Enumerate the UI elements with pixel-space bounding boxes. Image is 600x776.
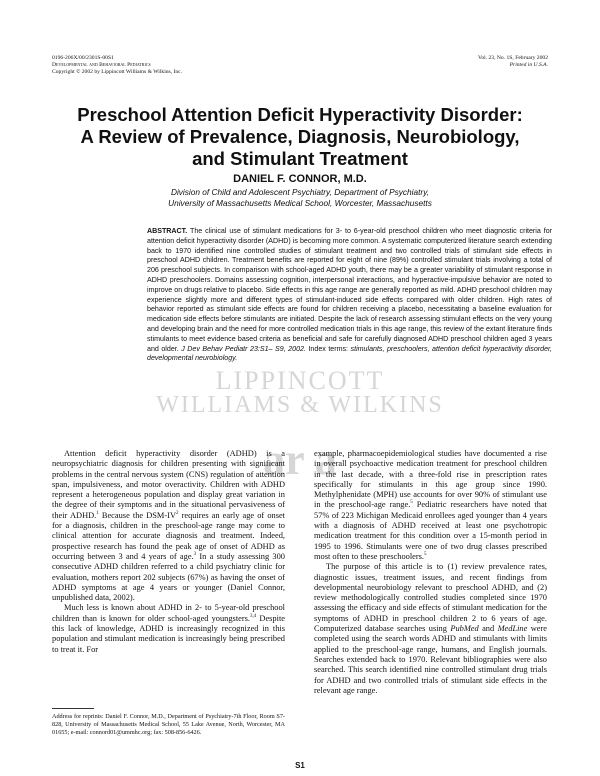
database-name: PubMed [450,624,479,634]
title-line: A Review of Prevalence, Diagnosis, Neurobiology, [80,126,520,147]
issn-code: 0196-206X/00/2301S-00S1 [52,55,114,61]
body-text: Pediatric researchers have noted that 57% of 223 Michigan Medicaid enrollees aged younger than 4 years with a diagnosis of ADHD received at least one psychotropic medication treatment for this condition over a 15-month period in 1995 to 1996. Stimulants were one of two drug classes prescribed most often to these preschoolers. [314,500,547,561]
author-affiliation [40,187,560,209]
affiliation-line: University of Massachusetts Medical School, Worcester, Massachusetts [168,198,432,208]
affiliation-line: Division of Child and Adolescent Psychiatry, Department of Psychiatry, [170,187,430,197]
body-paragraph [52,449,285,603]
index-terms-label: Index terms: [308,344,349,353]
journal-name: Developmental and Behavioral Pediatrics [52,62,151,68]
reference-marker: 3 [193,552,197,558]
body-text: Attention deficit hyperactivity disorder (ADHD) is a neuropsychiatric diagnosis for children presenting with significant problems in the central nervous system (CNS) regulation of attention span, impulsiveness, and motor overactivity. Children with ADHD represent a heterogeneous population and display great variation in the degree of their symptoms and in the situational pervasiveness of their ADHD. [52,449,285,520]
abstract [147,227,552,364]
reprint-footnote: Address for reprints: Daniel F. Connor, M.D., Department of Psychiatry-7th Floor, Room S7-828, University of Massachusetts Medical School, 55 Lake Avenue, North, Worcester, MA 01655; e-mail: connord01@ummhc.org; fax: 508-856-6426. [52,713,285,736]
abstract-text: The clinical use of stimulant medications for 3- to 6-year-old preschool children who meet diagnostic criteria for attention deficit hyperactivity disorder (ADHD) is becoming more common. A systematic computerized literature search extending back to 1970 identified nine controlled studies of stimulant treatment and two controlled trials of stimulant side effects in preschool ADHD children. Treatment benefits are reported for eight of nine (89%) controlled stimulant trials involving a total of 206 preschool subjects. In comparison with school-aged ADHD youth, there may be a greater variability of stimulant response in ADHD preschoolers. Domains assessing cognition, interpersonal interactions, and hyperactive-impulsive behavior are noted to improve on drugs relative to placebo. Side effects in this age range are generally reported as mild. ADHD preschool children may experience slightly more and different types of stimulant-induced side effects compared with older children. High rates of behavior reported as stimulant side effects are found for children receiving a placebo, necessitating a baseline evaluation for medication side effects before stimulants are initiated. Despite the lack of research assessing stimulant effects on the very young and developing brain and the need for more controlled medication trials in this age range, this review of the extant literature finds stimulants to meet evidence based criteria as beneficial and safe for carefully diagnosed ADHD preschool children aged 3 years and older. [147,227,553,353]
printed-in: Printed in U.S.A. [509,62,548,68]
article-title [40,104,560,170]
reference-marker: 5 [410,500,413,506]
body-text: The purpose of this article is to (1) review prevalence rates, diagnostic issues, treatment issues, and recent findings from developmental neurobiology relevant to preschool ADHD, and (2) review methodologically controlled studies completed since 1970 assessing the efficacy and side effects of stimulant medication for the symptoms of ADHD in preschool children 2 to 6 years of age. Computerized database searches using [314,562,547,634]
body-text: Despite this lack of knowledge, ADHD is increasingly recognized in this population and stimulant medication is increasingly being prescribed to treat it. For [52,613,285,654]
body-paragraph [52,603,285,654]
body-text: were completed using the search words ADHD and stimulants with limits applied to the preschool-age range, humans, and English journals. Searches extended back to 1970. Relevant bibliographies were also searched. This search identified nine controlled stimulant drug trials for ADHD and two controlled trials of stimulant side effects in the relevant age range. [314,624,547,695]
body-text: and [478,624,498,634]
title-line: Preschool Attention Deficit Hyperactivity Disorder: [77,104,523,125]
abstract-label: ABSTRACT. [147,227,188,235]
running-header-right [478,55,548,69]
publisher-watermark: WILLIAMS & WILKINS [156,392,444,418]
reference-marker: 3,4 [250,613,257,619]
copyright-line: Copyright © 2002 by Lippincott Williams & Wilkins, Inc. [52,69,183,75]
body-text: example, pharmacoepidemiological studies have documented a rise in overall psychoactive medication treatment for preschool children in the last decade, with a three-fold rise in prescription rates specifically for stimulants in this age group since 1990. Methylphenidate (MPH) use accounts for over 90% of stimulant use in the preschool-age range. [314,449,547,510]
body-paragraph [314,449,547,562]
author-name: DANIEL F. CONNOR, M.D. [233,173,367,185]
page-number: S1 [295,761,305,770]
body-text: requires an early age of onset for a diagnosis, children in the preschool-age range may come to clinical attention for accurate diagnosis and treatment. Indeed, prospective research has found the peak age of onset of ADHD as occurring between 3 and 4 years of age. [52,510,285,561]
reference-marker: 5 [424,552,427,558]
body-column-left [52,449,285,655]
footnote-rule [52,708,94,709]
body-text: Much less is known about ADHD in 2- to 5-year-old preschool children than is known for older school-aged youngsters. [52,603,285,623]
body-column-right [314,449,547,696]
reference-marker: 2 [176,510,179,516]
running-header-left [52,55,182,76]
citation: J Dev Behav Pediatr 23:S1– S9, 2002. [181,344,306,353]
publisher-watermark: ar a [263,435,337,484]
publisher-watermark: LIPPINCOTT [215,366,385,395]
index-terms: stimulants, preschoolers, attention deficit hyperactivity disorder, developmental neurobiology. [147,344,552,363]
body-paragraph [314,562,547,696]
body-text: In a study assessing 300 consecutive ADHD children referred to a child psychiatry clinic for evaluation, mothers report 202 subjects (67%) as having the onset of ADHD symptoms at age 4 years or younger (Daniel Connor, unpublished data, 2002). [52,551,285,603]
title-line: and Stimulant Treatment [192,148,408,169]
reference-marker: 1 [96,510,99,516]
body-text: Because the DSM-IV [98,510,176,520]
volume-info: Vol. 23, No. 1S, February 2002 [478,55,548,61]
database-name: MedLine [497,624,528,634]
